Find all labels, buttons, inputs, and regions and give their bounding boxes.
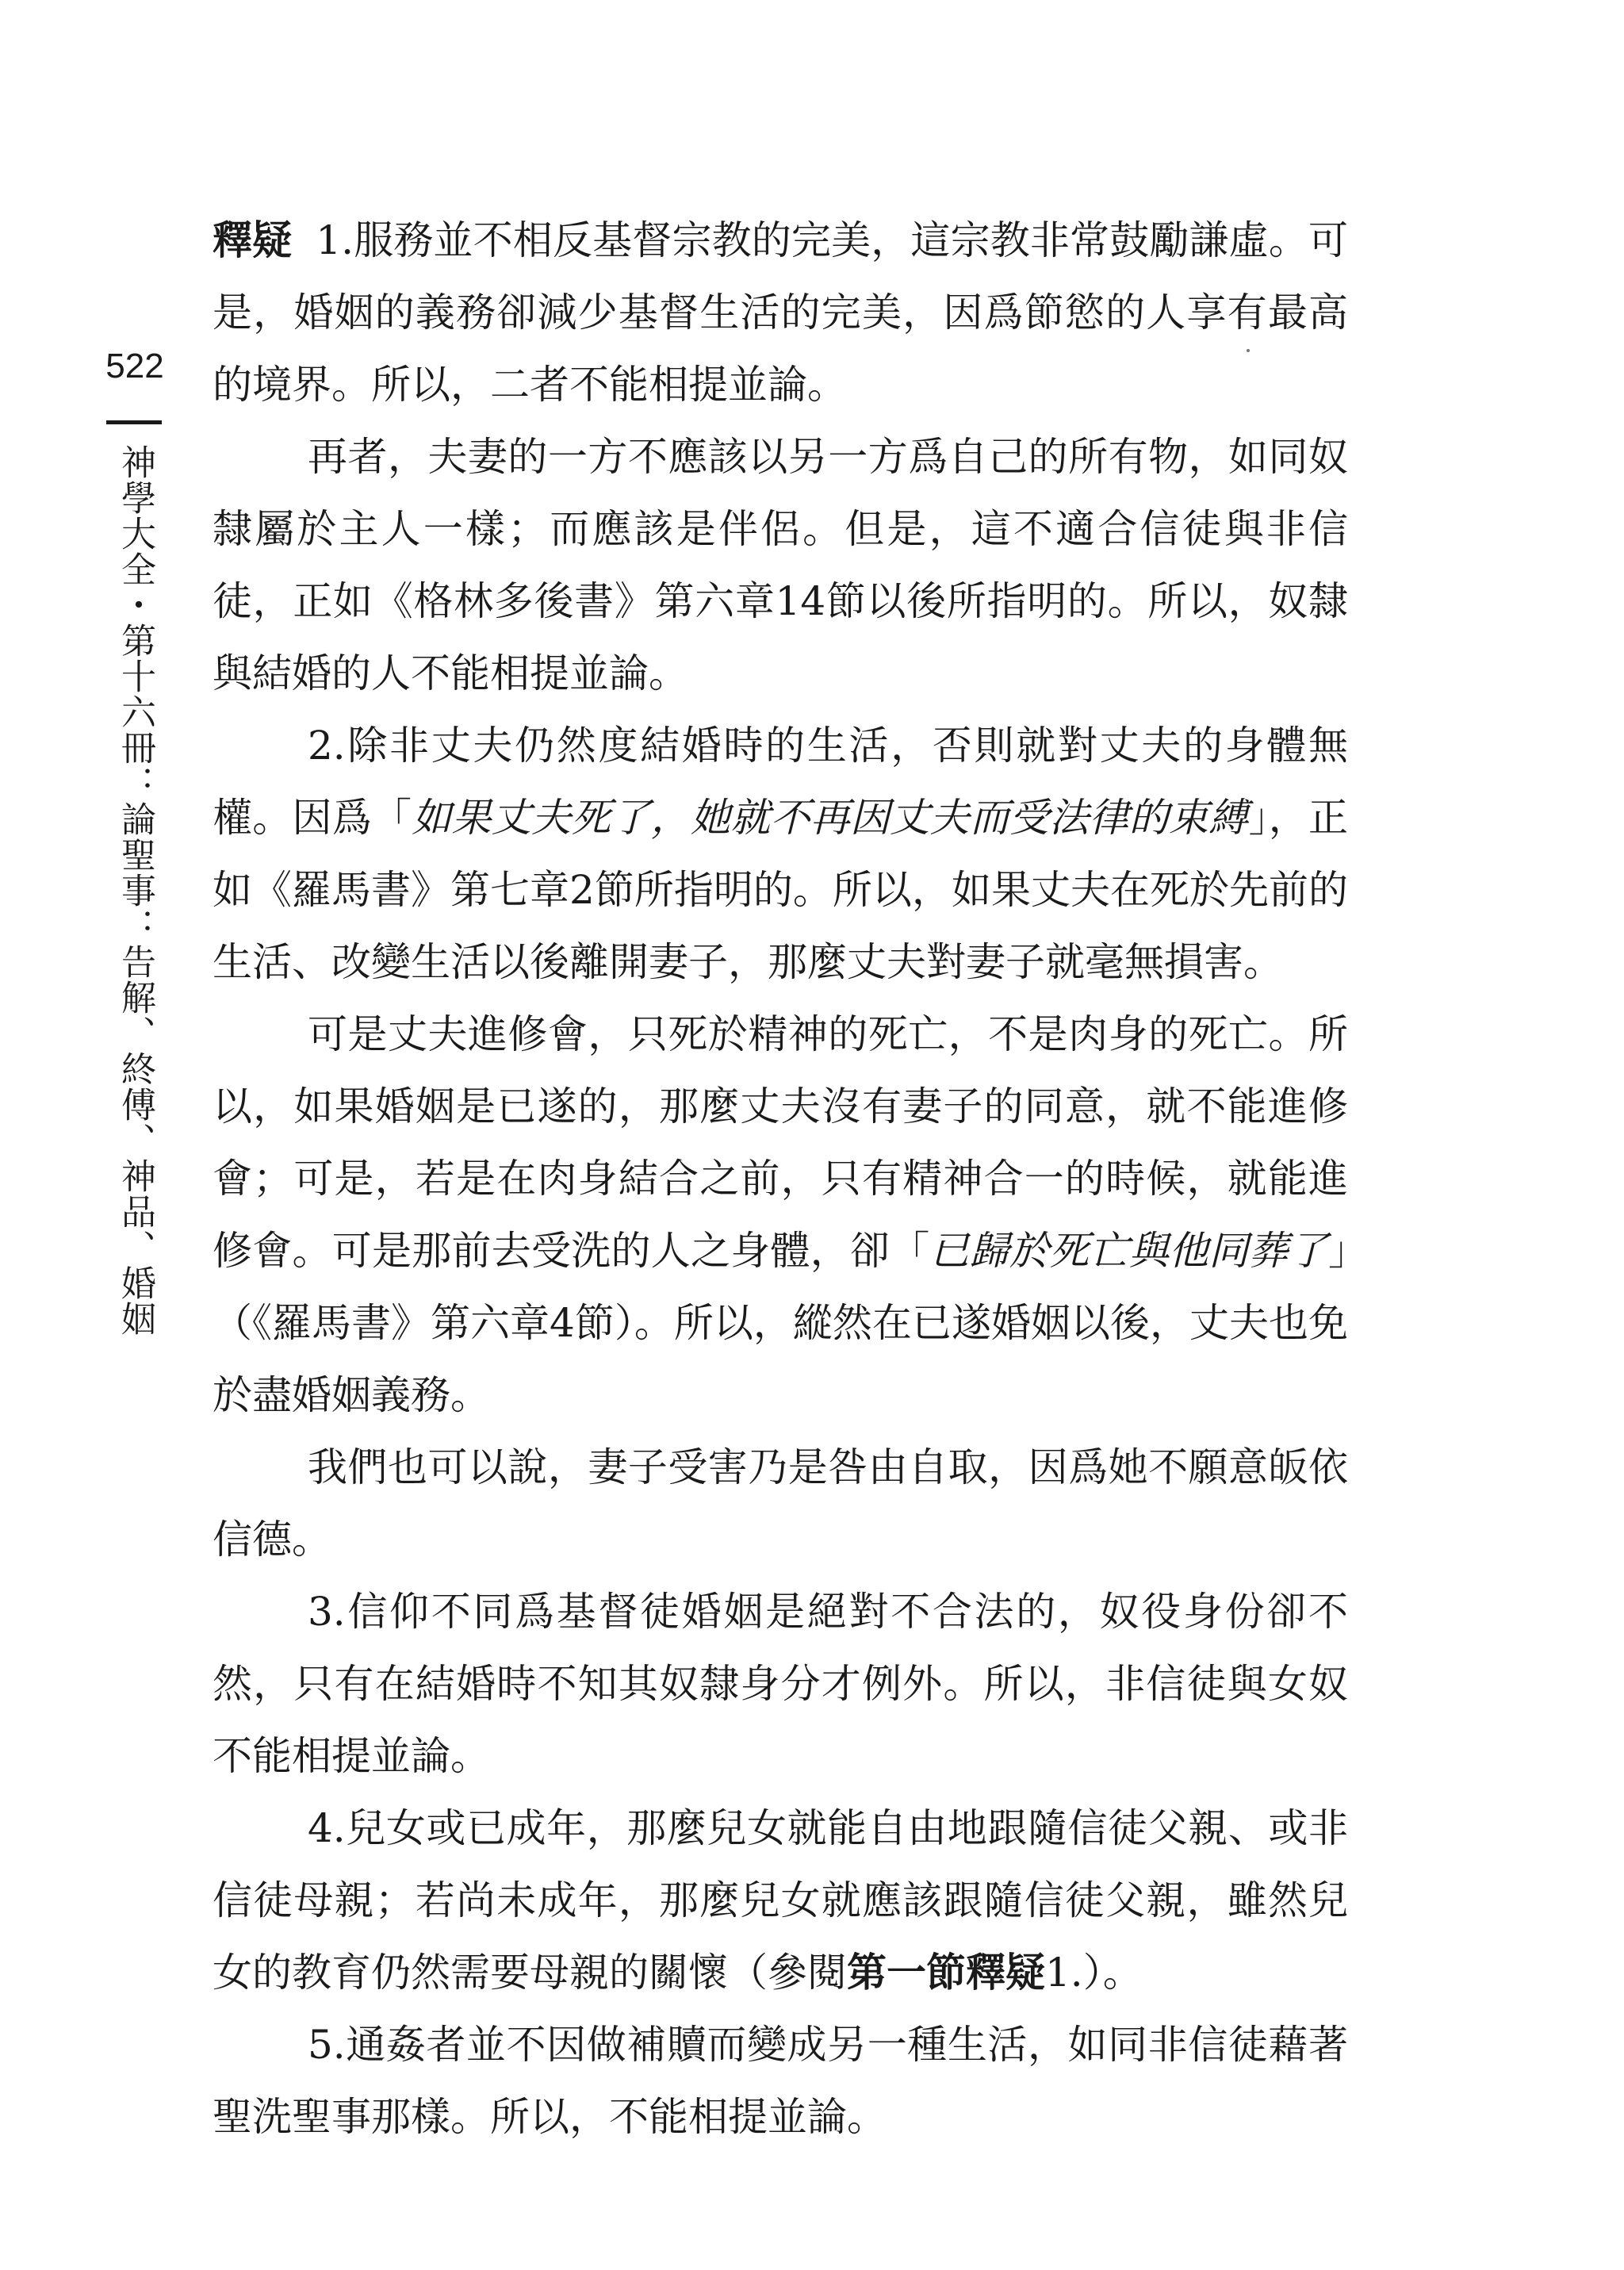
section-label: 釋疑 bbox=[213, 217, 293, 263]
scripture-quote: 已歸於死亡與他同葬了 bbox=[929, 1228, 1328, 1274]
paragraph-objection-reply-2 bbox=[213, 710, 1348, 999]
header-divider bbox=[106, 420, 162, 424]
paragraph-text: 4.兒女或已成年，那麼兒女就能自由地跟隨信徒父親、或非信徒母親；若尚未成年，那麼兒女就應該跟隨信徒父親，雖然兒女的教育仍然需要母親的關懷（參閱 bbox=[213, 1805, 1348, 1996]
body-text bbox=[213, 205, 1348, 2153]
paragraph: 再者，夫妻的一方不應該以另一方爲自己的所有物，如同奴隸屬於主人一樣；而應該是伴侶。但是，這不適合信徒與非信徒，正如《格林多後書》第六章14節以後所指明的。所以，奴隸與結婚的人不能相提並論。 bbox=[213, 434, 1348, 696]
scripture-quote: 如果丈夫死了，她就不再因丈夫而受法律的束縛 bbox=[412, 795, 1249, 841]
paragraph: 我們也可以說，妻子受害乃是咎由自取，因爲她不願意皈依信德。 bbox=[213, 1444, 1348, 1563]
cross-reference: 第一節釋疑 bbox=[847, 1950, 1045, 1996]
paragraph-text: 1.）。 bbox=[1045, 1950, 1143, 1996]
paragraph-objection-reply-1 bbox=[213, 205, 1348, 421]
paragraph-text: 2.除非丈夫仍然度結婚時的生活，否則就對丈夫的身體無權。因爲「 bbox=[213, 723, 1348, 841]
paragraph-objection-reply-5: 5.通姦者並不因做補贖而變成另一種生活，如同非信徒藉著聖洗聖事那樣。所以，不能相提並論。 bbox=[213, 2022, 1348, 2140]
paragraph-text: 1.服務並不相反基督宗教的完美，這宗教非常鼓勵謙虛。可是，婚姻的義務卻減少基督生活的完美，因爲節慾的人享有最高的境界。所以，二者不能相提並論。 bbox=[213, 217, 1348, 408]
paragraph-text: 」，正如《羅馬書》第七章2節所指明的。所以，如果丈夫在死於先前的生活、改變生活以後離開妻子，那麼丈夫對妻子就毫無損害。 bbox=[213, 795, 1348, 985]
running-header: 神學大全・第十六冊：論聖事：告解、終傅、神品、婚姻 bbox=[115, 444, 155, 1336]
paragraph-objection-reply-4 bbox=[213, 1793, 1348, 2009]
paragraph-objection-reply-3: 3.信仰不同爲基督徒婚姻是絕對不合法的，奴役身份卻不然，只有在結婚時不知其奴隸身分才例外。所以，非信徒與女奴不能相提並論。 bbox=[213, 1589, 1348, 1779]
paragraph bbox=[213, 999, 1348, 1432]
paragraph-text: 可是丈夫進修會，只死於精神的死亡，不是肉身的死亡。所以，如果婚姻是已遂的，那麼丈夫沒有妻子的同意，就不能進修會；可是，若是在肉身結合之前，只有精神合一的時候，就能進修會。可是那前去受洗的人之身體，卻「 bbox=[213, 1011, 1348, 1274]
page-number: 522 bbox=[105, 347, 164, 385]
paragraph-text: 」（《羅馬書》第六章4節）。所以，縱然在已遂婚姻以後，丈夫也免於盡婚姻義務。 bbox=[213, 1228, 1348, 1418]
